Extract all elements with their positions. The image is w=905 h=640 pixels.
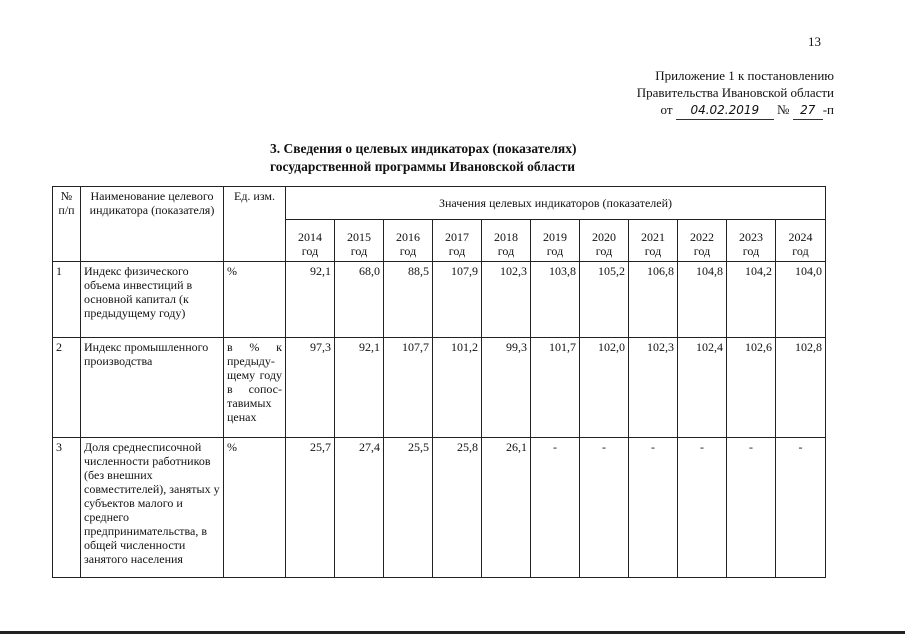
row-value: - <box>776 438 826 578</box>
row-value: 99,3 <box>482 338 531 438</box>
year-header: 2021 год <box>629 220 678 262</box>
appendix-header <box>514 67 834 120</box>
table-row <box>53 338 826 438</box>
row-value: 102,8 <box>776 338 826 438</box>
page-number: 13 <box>808 34 821 49</box>
row-value: 104,2 <box>727 262 776 338</box>
year-header: 2020 год <box>580 220 629 262</box>
number-label: № <box>777 102 790 117</box>
row-value: - <box>678 438 727 578</box>
row-value: 107,9 <box>433 262 482 338</box>
resolution-date: 04.02.2019 <box>676 102 774 120</box>
row-value: 103,8 <box>531 262 580 338</box>
section-title-line-1: 3. Сведения о целевых индикаторах (показателях) <box>270 141 577 156</box>
year-header: 2024 год <box>776 220 826 262</box>
year-header: 2015 год <box>335 220 384 262</box>
header-unit: Ед. изм. <box>224 187 286 262</box>
section-title-line-2: государственной программы Ивановской области <box>270 159 576 174</box>
year-header: 2014 год <box>286 220 335 262</box>
resolution-number: 27 <box>793 102 823 120</box>
section-title <box>270 140 576 176</box>
row-unit: в % к предыду-щему году в сопос-тавимых ценах <box>224 338 286 438</box>
row-num: 3 <box>53 438 81 578</box>
row-value: 105,2 <box>580 262 629 338</box>
row-value: 97,3 <box>286 338 335 438</box>
year-header: 2019 год <box>531 220 580 262</box>
from-label: от <box>660 102 673 117</box>
appendix-line-2: Правительства Ивановской области <box>636 85 834 100</box>
table-row <box>53 262 826 338</box>
row-value: - <box>531 438 580 578</box>
page-bottom-rule <box>0 631 905 634</box>
row-value: 68,0 <box>335 262 384 338</box>
row-value: 102,4 <box>678 338 727 438</box>
row-value: 26,1 <box>482 438 531 578</box>
table-row <box>53 438 826 578</box>
row-value: 92,1 <box>286 262 335 338</box>
appendix-line-1: Приложение 1 к постановлению <box>655 68 834 83</box>
header-num: № п/п <box>53 187 81 262</box>
row-value: 107,7 <box>384 338 433 438</box>
row-value: 104,8 <box>678 262 727 338</box>
row-unit: % <box>224 438 286 578</box>
year-header: 2018 год <box>482 220 531 262</box>
header-values: Значения целевых индикаторов (показателей) <box>286 187 826 220</box>
row-value: 102,6 <box>727 338 776 438</box>
row-value: 102,0 <box>580 338 629 438</box>
row-value: 27,4 <box>335 438 384 578</box>
row-name: Индекс физического объема инвестиций в основной капитал (к предыдущему году) <box>81 262 224 338</box>
row-value: - <box>629 438 678 578</box>
year-header: 2022 год <box>678 220 727 262</box>
row-value: 101,2 <box>433 338 482 438</box>
row-name: Индекс промышленного производства <box>81 338 224 438</box>
row-value: - <box>580 438 629 578</box>
row-value: 25,5 <box>384 438 433 578</box>
row-value: 102,3 <box>482 262 531 338</box>
row-value: 104,0 <box>776 262 826 338</box>
row-unit: % <box>224 262 286 338</box>
row-value: 106,8 <box>629 262 678 338</box>
row-num: 1 <box>53 262 81 338</box>
row-num: 2 <box>53 338 81 438</box>
row-name: Доля среднесписочной численности работников (без внешних совместителей), занятых у субъектов малого и среднего предпринимательства, в общей численности занятого населения <box>81 438 224 578</box>
row-value: 25,7 <box>286 438 335 578</box>
indicators-table <box>52 186 826 578</box>
row-value: 25,8 <box>433 438 482 578</box>
year-header: 2017 год <box>433 220 482 262</box>
row-value: 101,7 <box>531 338 580 438</box>
row-value: 102,3 <box>629 338 678 438</box>
row-value: 88,5 <box>384 262 433 338</box>
year-header: 2016 год <box>384 220 433 262</box>
row-value: - <box>727 438 776 578</box>
appendix-line-3 <box>514 101 834 120</box>
year-header: 2023 год <box>727 220 776 262</box>
number-suffix: -п <box>822 102 834 117</box>
header-name: Наименование целевого индикатора (показателя) <box>81 187 224 262</box>
row-value: 92,1 <box>335 338 384 438</box>
